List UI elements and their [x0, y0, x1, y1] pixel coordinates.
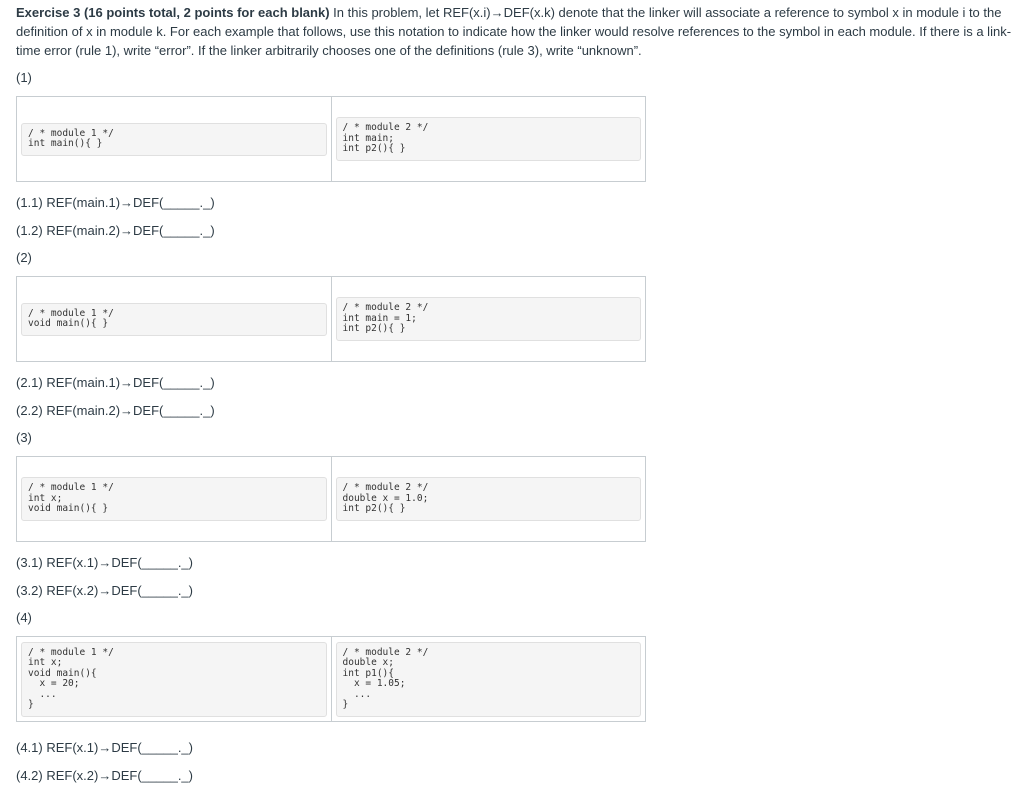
example-4-module-2-code: / * module 2 */ double x; int p1(){ x = 1.05; ... } — [336, 642, 642, 717]
question-4-2: (4.2) REF(x.2)→DEF(_____._) — [16, 768, 193, 783]
question-1-2: (1.2) REF(main.2)→DEF(_____._) — [16, 223, 215, 238]
question-3-2: (3.2) REF(x.2)→DEF(_____._) — [16, 583, 193, 598]
example-4-module-2-cell — [331, 637, 646, 722]
example-1-module-2-cell — [331, 97, 646, 182]
example-2-module-1-cell — [17, 277, 332, 362]
exercise-description: In this problem, let REF(x.i)→DEF(x.k) denote that the linker will associate a reference to symbol x in module i to the definition of x in module k. For each example that follows, use this notation to indicate how the linker would resolve references to the symbol in each module. If there is a link-time error (rule 1), write “error”. If the linker arbitrarily chooses one of the definitions (rule 3), write “unknown”. — [16, 5, 1012, 58]
question-1-1: (1.1) REF(main.1)→DEF(_____._) — [16, 195, 215, 210]
example-3-table — [16, 456, 646, 542]
example-1-module-1-cell — [17, 97, 332, 182]
example-2-module-1-code: / * module 1 */ void main(){ } — [21, 303, 327, 336]
example-2-module-2-cell — [331, 277, 646, 362]
question-2-1: (2.1) REF(main.1)→DEF(_____._) — [16, 375, 215, 390]
example-1-module-1-code: / * module 1 */ int main(){ } — [21, 123, 327, 156]
example-2-table — [16, 276, 646, 362]
example-3-module-2-code: / * module 2 */ double x = 1.0; int p2(){ } — [336, 477, 642, 521]
example-2-module-2-code: / * module 2 */ int main = 1; int p2(){ } — [336, 297, 642, 341]
example-4-label: (4) — [16, 610, 32, 625]
example-3-label: (3) — [16, 430, 32, 445]
example-1-module-2-code: / * module 2 */ int main; int p2(){ } — [336, 117, 642, 161]
example-4-module-1-code: / * module 1 */ int x; void main(){ x = 20; ... } — [21, 642, 327, 717]
exercise-instructions — [16, 3, 1021, 60]
example-1-table — [16, 96, 646, 182]
example-3-module-1-code: / * module 1 */ int x; void main(){ } — [21, 477, 327, 521]
question-2-2: (2.2) REF(main.2)→DEF(_____._) — [16, 403, 215, 418]
example-3-module-1-cell — [17, 457, 332, 542]
example-1-label: (1) — [16, 70, 32, 85]
example-4-table — [16, 636, 646, 722]
question-4-1: (4.1) REF(x.1)→DEF(_____._) — [16, 740, 193, 755]
example-2-label: (2) — [16, 250, 32, 265]
example-4-module-1-cell — [17, 637, 332, 722]
question-3-1: (3.1) REF(x.1)→DEF(_____._) — [16, 555, 193, 570]
example-3-module-2-cell — [331, 457, 646, 542]
exercise-heading: Exercise 3 (16 points total, 2 points for each blank) — [16, 5, 330, 20]
